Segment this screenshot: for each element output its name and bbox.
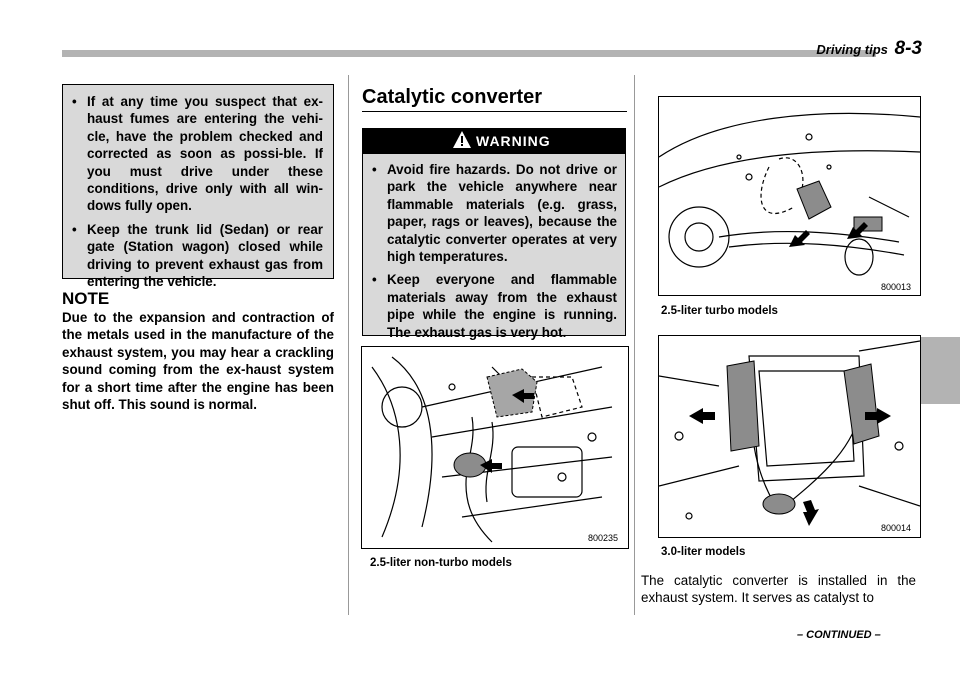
exhaust-diagram-turbo <box>659 97 920 295</box>
figure-turbo <box>658 96 921 296</box>
warning-item: • Keep everyone and flammable materials away from the exhaust pipe while the engine is running. The exhaust gas is very hot. <box>363 271 617 341</box>
figure-code: 800014 <box>881 523 912 533</box>
warning-header <box>362 128 626 153</box>
figure-code: 800235 <box>588 533 619 543</box>
exhaust-diagram-3-0-liter <box>659 336 920 537</box>
section-title: Catalytic converter <box>362 86 543 108</box>
figure-code: 800013 <box>881 282 912 292</box>
header-rule <box>62 50 876 57</box>
caution-item: • If at any time you suspect that ex-haust fumes are entering the vehi-cle, have the problem checked and corrected as soon as possi-ble. If you must drive under these conditions, drive only with all win-dows fully open. <box>63 93 323 215</box>
warning-label: WARNING <box>476 133 551 149</box>
body-paragraph: The catalytic converter is installed in the exhaust system. It serves as catalyst to <box>641 573 916 606</box>
column-divider <box>634 75 635 615</box>
note-body: Due to the expansion and contraction of the metals used in the manufacture of the exhaust system, you may hear a crackling sound coming from the ex-haust system for a short time after the engine has been shut off. This sound is normal. <box>62 310 334 413</box>
warning-item: • Avoid fire hazards. Do not drive or park the vehicle anywhere near flammable materials (e.g. grass, paper, rags or leaves), because the catalytic converter operates at very high temperatures. <box>363 161 617 265</box>
section-rule <box>362 111 627 112</box>
note-heading: NOTE <box>62 289 110 308</box>
warning-triangle-icon <box>452 130 472 150</box>
figure-caption: 2.5-liter turbo models <box>661 305 778 317</box>
warning-box <box>362 153 626 340</box>
exhaust-diagram-non-turbo <box>362 347 628 548</box>
chapter-tab <box>917 337 960 404</box>
figure-non-turbo <box>361 346 629 549</box>
figure-caption: 3.0-liter models <box>661 546 746 558</box>
column-divider <box>348 75 349 615</box>
section-name: Driving tips <box>816 42 888 57</box>
continued-label: – CONTINUED – <box>797 629 881 641</box>
figure-caption: 2.5-liter non-turbo models <box>370 557 512 569</box>
page-header <box>816 38 922 60</box>
page-number: 8-3 <box>894 38 922 59</box>
caution-box <box>62 84 334 290</box>
caution-item: • Keep the trunk lid (Sedan) or rear gate (Station wagon) closed while driving to prevent exhaust gas from entering the vehicle. <box>63 221 323 291</box>
figure-3-0-liter <box>658 335 921 538</box>
